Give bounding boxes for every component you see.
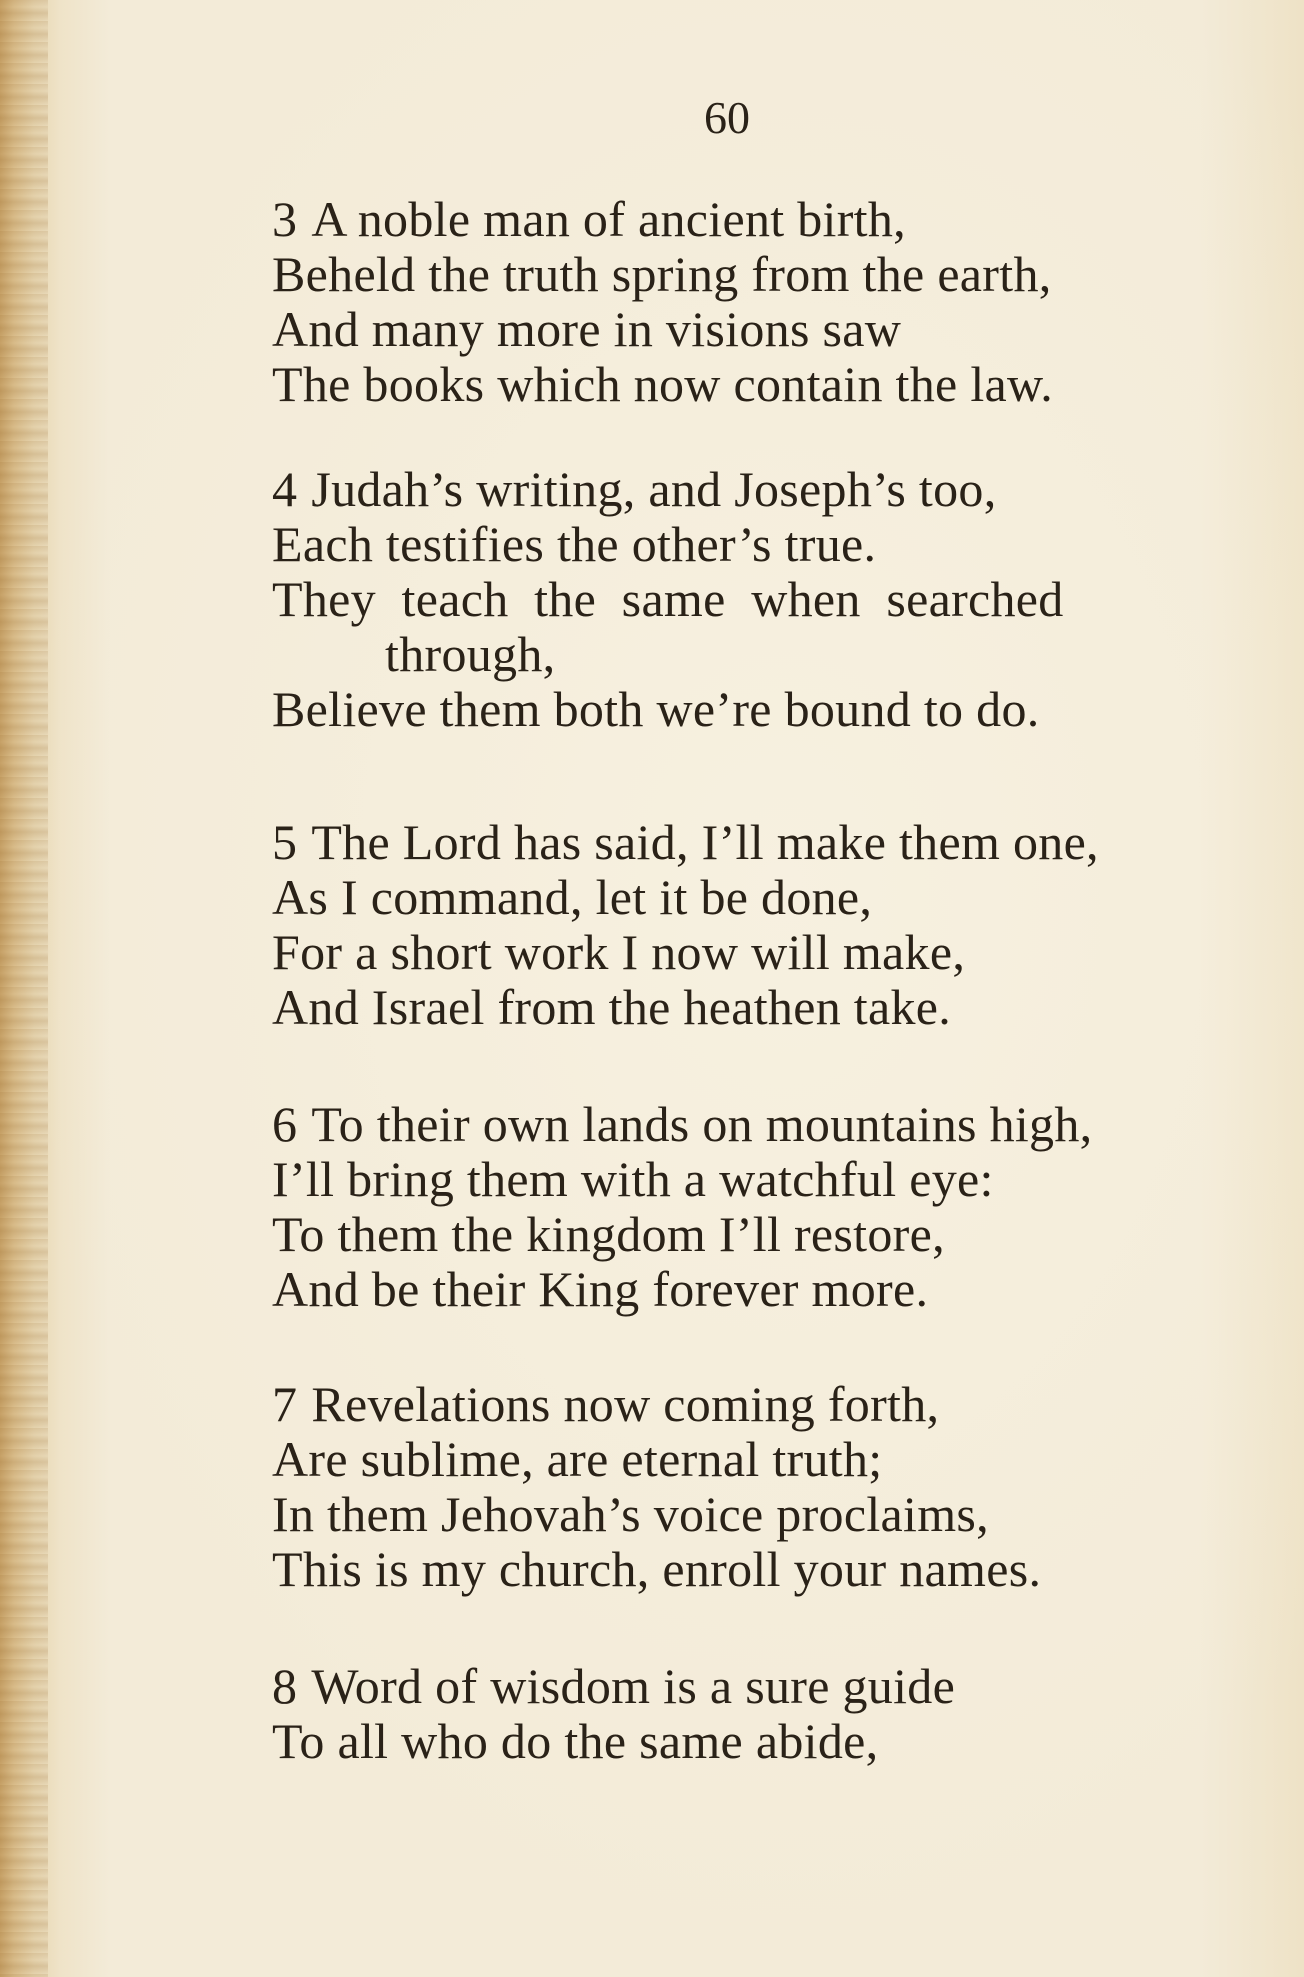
verse-line: They teach the same when searched bbox=[272, 571, 1064, 627]
verse-number: 5 bbox=[272, 814, 298, 870]
verse-line bbox=[272, 815, 1252, 870]
verse-line-continuation: through, bbox=[385, 626, 556, 682]
verse-7 bbox=[272, 1377, 1252, 1597]
verse-line: And many more in visions saw bbox=[272, 301, 902, 357]
verse-line-text: Word of wisdom is a sure guide bbox=[311, 1658, 956, 1714]
verse-line: Each testifies the other’s true. bbox=[272, 516, 877, 572]
verse-number: 3 bbox=[272, 191, 298, 247]
verse-line: The books which now contain the law. bbox=[272, 356, 1053, 412]
verse-line-text: To their own lands on mountains high, bbox=[311, 1096, 1093, 1152]
verse-line: For a short work I now will make, bbox=[272, 924, 966, 980]
verse-line bbox=[272, 1097, 1252, 1152]
verse-line-text: Judah’s writing, and Joseph’s too, bbox=[311, 461, 997, 517]
verse-8 bbox=[272, 1659, 1252, 1769]
verse-line: And Israel from the heathen take. bbox=[272, 979, 952, 1035]
verse-line-text: Revelations now coming forth, bbox=[311, 1376, 940, 1432]
verse-line: To all who do the same abide, bbox=[272, 1713, 879, 1769]
verse-line: To them the kingdom I’ll restore, bbox=[272, 1206, 945, 1262]
spine-stain bbox=[0, 0, 48, 1977]
verse-line: In them Jehovah’s voice proclaims, bbox=[272, 1486, 989, 1542]
verse-line: This is my church, enroll your names. bbox=[272, 1541, 1042, 1597]
verse-line bbox=[272, 1659, 1252, 1714]
verse-number: 7 bbox=[272, 1376, 298, 1432]
verse-6 bbox=[272, 1097, 1252, 1317]
verse-line: Believe them both we’re bound to do. bbox=[272, 681, 1040, 737]
verse-line bbox=[272, 1377, 1252, 1432]
verse-number: 4 bbox=[272, 461, 298, 517]
verse-line bbox=[272, 192, 1252, 247]
page-number: 60 bbox=[704, 92, 750, 143]
verse-line bbox=[272, 462, 1252, 517]
verse-line: And be their King forever more. bbox=[272, 1261, 929, 1317]
verse-5 bbox=[272, 815, 1252, 1035]
verse-line-text: A noble man of ancient birth, bbox=[311, 191, 906, 247]
verse-line: I’ll bring them with a watchful eye: bbox=[272, 1151, 994, 1207]
verse-line-text: The Lord has said, I’ll make them one, bbox=[311, 814, 1099, 870]
verse-3 bbox=[272, 192, 1252, 412]
verse-line: As I command, let it be done, bbox=[272, 869, 873, 925]
verse-number: 6 bbox=[272, 1096, 298, 1152]
verse-number: 8 bbox=[272, 1658, 298, 1714]
verse-line: Are sublime, are eternal truth; bbox=[272, 1431, 883, 1487]
verse-line: Beheld the truth spring from the earth, bbox=[272, 246, 1052, 302]
verse-4 bbox=[272, 462, 1252, 737]
